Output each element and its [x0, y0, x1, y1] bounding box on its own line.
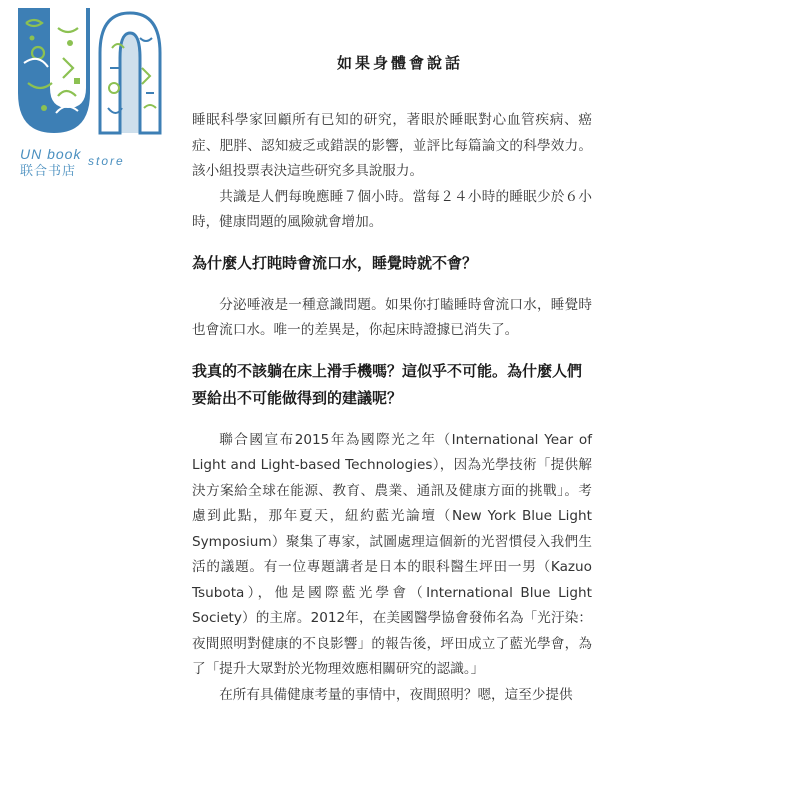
section-heading-2: 我真的不該躺在床上滑手機嗎？這似乎不可能。為什麼人們要給出不可能做得到的建議呢？ [192, 361, 583, 407]
section-heading-1: 為什麼人打盹時會流口水，睡覺時就不會？ [192, 253, 478, 272]
logo-brand-text: UN book [20, 146, 82, 162]
paragraph-1: 睡眠科學家回顧所有已知的研究，著眼於睡眠對心血管疾病、癌症、肥胖、認知疲乏或錯誤的影響，並評比每篇論文的科學效力。該小組投票表決這些研究多具說服力。 [192, 112, 592, 179]
paragraph-5: 在所有具備健康考量的事情中，夜間照明？嗯，這至少提供 [219, 686, 573, 703]
paragraph-2: 共識是人們每晚應睡７個小時。當每２４小時的睡眠少於６小時，健康問題的風險就會增加。 [192, 188, 592, 230]
logo-store-text: store [88, 154, 125, 168]
paragraph-4: 聯合國宣布2015年為國際光之年（International Year of Light and Light-based Technologies），因為光學技術「提供解決方案給全球在能源、教育、農業、通訊及健康方面的挑戰」。考慮到此點，那年夏天，紐約藍光論壇（New York Blue Light Symposium）聚集了專家，試圖處理這個新的光習慣侵入我們生活的議題。有一位專題講者是日本的眼科醫生坪田一男（Kazuo Tsubota），他是國際藍光學會（International Blue Light Society）的主席。2012年，在美國醫學協會發佈名為「光汙染：夜間照明對健康的不良影響」的報告後，坪田成立了藍光學會，為了「提升大眾對於光物理效應相關研究的認識。」 [192, 431, 592, 677]
logo-graphic [18, 8, 163, 143]
page-body [192, 108, 592, 708]
page-title: 如果身體會說話 [336, 54, 463, 72]
store-logo [18, 8, 163, 179]
paragraph-3: 分泌唾液是一種意識問題。如果你打瞌睡時會流口水，睡覺時也會流口水。唯一的差異是，你起床時證據已消失了。 [192, 296, 592, 338]
logo-chinese-name: 联合书店 [20, 164, 77, 179]
